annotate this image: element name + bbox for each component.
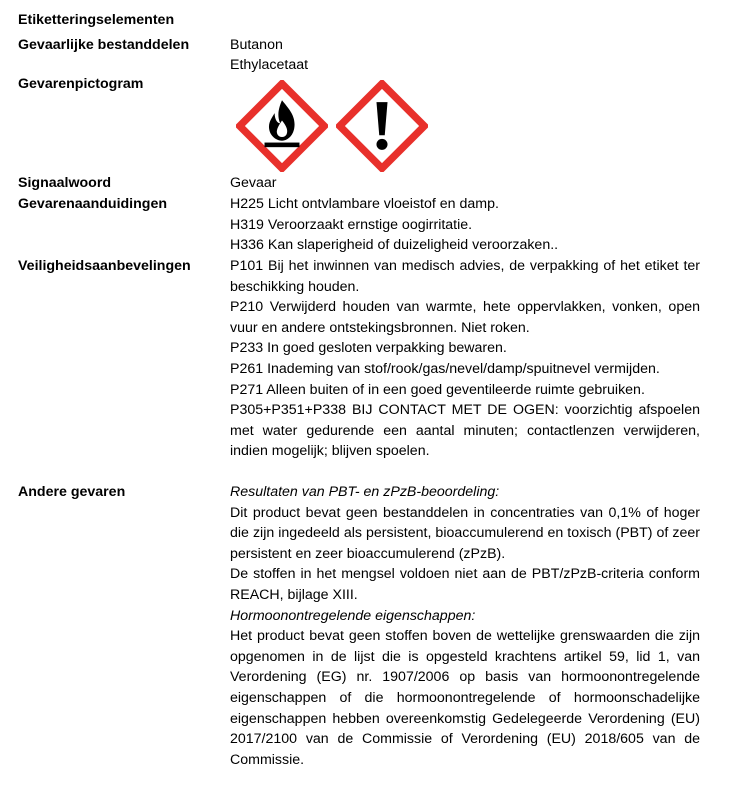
precautionary-statements [230,256,700,462]
section-title: Etiketteringselementen [18,12,175,28]
label-pictogram: Gevarenpictogram [18,76,144,92]
precautionary-statement: P101 Bij het inwinnen van medisch advies, de verpakking of het etiket ter beschikking houden. [230,258,700,295]
label-signal-word: Signaalwoord [18,175,112,191]
hazard-statement: H319 Veroorzaakt ernstige oogirritatie. [230,216,473,233]
precautionary-statement: P271 Alleen buiten of in een goed geventileerde ruimte gebruiken. [230,381,645,398]
pbt-heading: Resultaten van PBT- en zPzB-beoordeling: [230,484,500,500]
label-hazardous-ingredients: Gevaarlijke bestanddelen [18,37,190,53]
hazard-statement: H225 Licht ontvlambare vloeistof en damp. [230,196,499,212]
pbt-text: Dit product bevat geen bestanddelen in concentraties van 0,1% of hoger die zijn ingedeeld als persistent, bioaccumulerend en toxisch (PBT) of zeer persistent en zeer bioaccumulerend (zPzB). [230,504,700,562]
hazard-pictograms [236,80,436,182]
flame-icon [236,80,328,172]
ingredient-item: Butanon [230,37,283,53]
ingredients-list [230,35,700,75]
label-precautionary-statements: Veiligheidsaanbevelingen [18,258,191,274]
precautionary-statement: P210 Verwijderd houden van warmte, hete oppervlakken, vonken, open vuur en andere ontstekingsbronnen. Niet roken. [230,299,700,336]
precautionary-statement: P233 In goed gesloten verpakking bewaren. [230,340,507,357]
hazard-statement: H336 Kan slaperigheid of duizeligheid veroorzaken.. [230,237,559,254]
label-hazard-statements: Gevarenaanduidingen [18,196,168,212]
other-hazards [230,482,700,770]
signal-word-value: Gevaar [230,175,277,191]
pbt-text: De stoffen in het mengsel voldoen niet aan de PBT/zPzB-criteria conform REACH, bijlage XIII. [230,566,700,603]
label-other-hazards: Andere gevaren [18,484,126,500]
precautionary-statement: P261 Inademing van stof/rook/gas/nevel/damp/spuitnevel vermijden. [230,360,660,377]
endocrine-heading: Hormoonontregelende eigenschappen: [230,607,476,624]
endocrine-text: Het product bevat geen stoffen boven de wettelijke grenswaarden die zijn opgenomen in de lijst die is opgesteld krachtens artikel 59, lid 1, van Verordening (EG) nr. 1907/2006 op basis van hormoonontregelende eigenschappen of die hormoonontregelende of hormoonschadelijke eigenschappen hebben overeenkomstig Gedelegeerde Verordening (EU) 2017/2100 van de Commissie of Verordening (EU) 2018/605 van de Commissie. [230,628,700,768]
exclamation-mark-icon [336,80,428,172]
ingredient-item: Ethylacetaat [230,57,309,73]
hazard-statements [230,194,700,256]
precautionary-statement: P305+P351+P338 BIJ CONTACT MET DE OGEN: voorzichtig afspoelen met water gedurende een aantal minuten; contactlenzen verwijderen, indien mogelijk; blijven spoelen. [230,402,700,460]
